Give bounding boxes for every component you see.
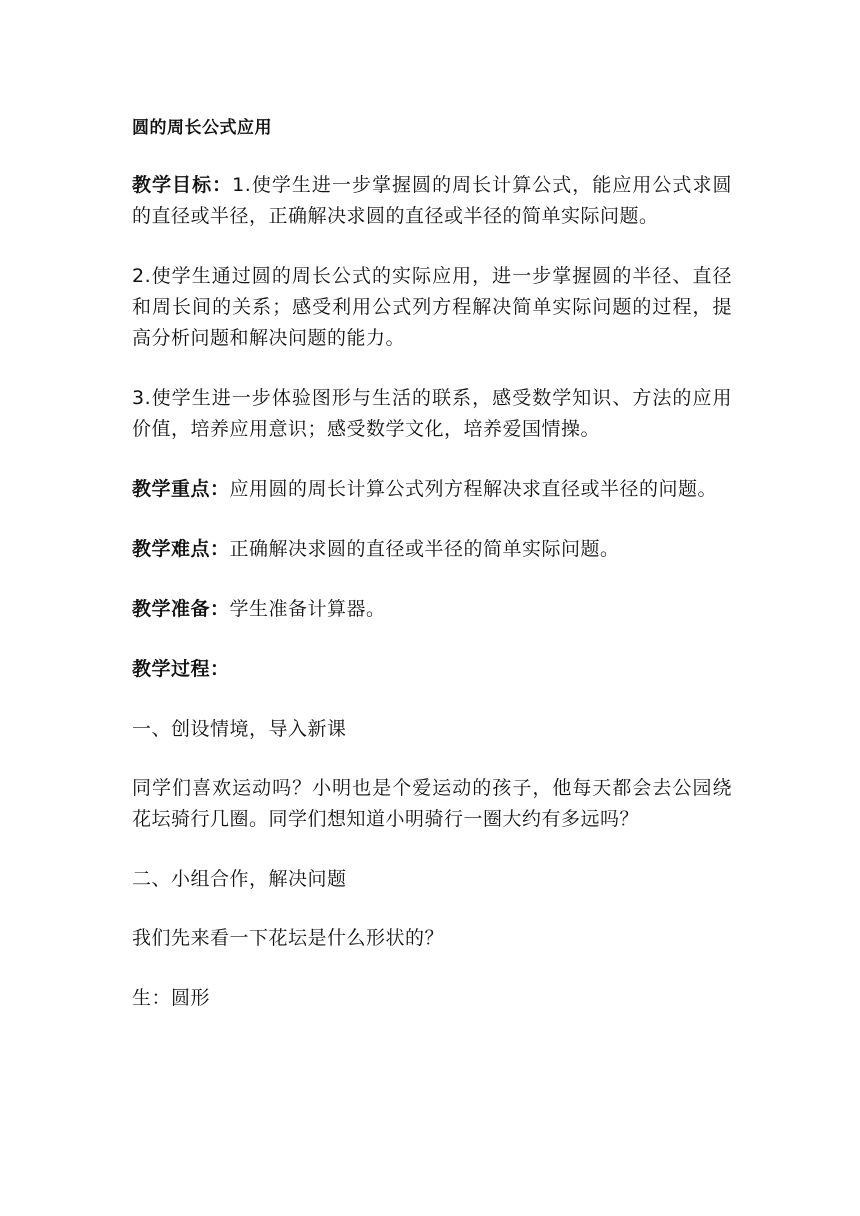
preparation-text: 学生准备计算器。 bbox=[229, 598, 386, 620]
objectives-item-2: 2.使学生通过圆的周长公式的实际应用，进一步掌握圆的半径、直径和周长间的关系；感受利用公式列方程解决简单实际问题的过程，提高分析问题和解决问题的能力。 bbox=[132, 265, 732, 349]
objectives-item-1-text: 1.使学生进一步掌握圆的周长计算公式，能应用公式求圆的直径或半径，正确解决求圆的直径或半径的简单实际问题。 bbox=[132, 174, 732, 227]
difficulty-label: 教学难点： bbox=[132, 538, 230, 560]
document-title: 圆的周长公式应用 bbox=[132, 118, 272, 138]
difficulty bbox=[132, 534, 732, 565]
section-1-text: 同学们喜欢运动吗？小明也是个爱运动的孩子，他每天都会去公园绕花坛骑行几圈。同学们想知道小明骑行一圈大约有多远吗？ bbox=[132, 777, 732, 830]
section-2-answer: 生：圆形 bbox=[132, 987, 211, 1009]
difficulty-text: 正确解决求圆的直径或半径的简单实际问题。 bbox=[229, 538, 620, 560]
document-page bbox=[132, 113, 732, 1043]
objectives-label: 教学目标： bbox=[132, 174, 233, 196]
objectives-item-3: 3.使学生进一步体验图形与生活的联系，感受数学知识、方法的应用价值，培养应用意识；感受数学文化，培养爱国情操。 bbox=[132, 387, 732, 440]
preparation bbox=[132, 594, 732, 625]
section-2-question: 我们先来看一下花坛是什么形状的？ bbox=[132, 927, 445, 949]
section-2-heading: 二、小组合作，解决问题 bbox=[132, 868, 347, 890]
section-1-heading: 一、创设情境，导入新课 bbox=[132, 718, 347, 740]
key-point-text: 应用圆的周长计算公式列方程解决求直径或半径的问题。 bbox=[229, 478, 718, 500]
preparation-label: 教学准备： bbox=[132, 598, 230, 620]
key-point-label: 教学重点： bbox=[132, 478, 230, 500]
process-label: 教学过程： bbox=[132, 658, 230, 680]
objectives-item-1 bbox=[132, 170, 732, 232]
key-point bbox=[132, 474, 732, 505]
